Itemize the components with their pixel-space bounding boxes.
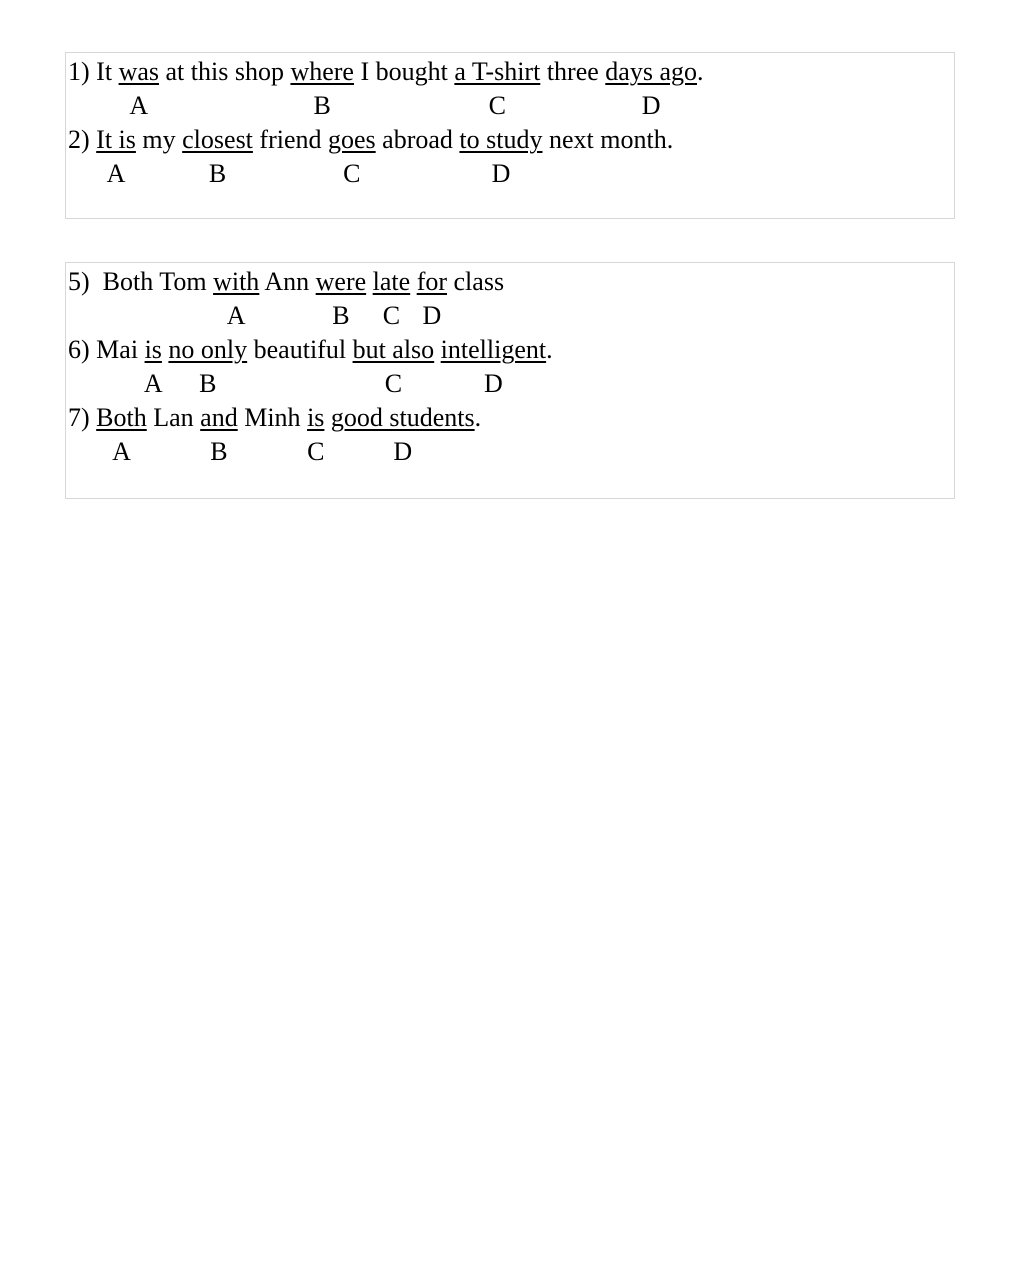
worksheet-page	[65, 52, 955, 499]
answer-label-c: C	[384, 369, 403, 398]
underlined-segment: and	[200, 403, 238, 432]
question-number: 6)	[68, 335, 90, 364]
question-5	[68, 265, 954, 333]
text-segment: my	[135, 125, 183, 154]
answer-labels-row	[68, 89, 954, 123]
text-segment: Lan	[146, 403, 201, 432]
text-segment: at this shop	[159, 57, 291, 86]
answer-label-a: A	[226, 301, 246, 330]
underlined-segment: a T-shirt	[454, 57, 541, 86]
text-segment: Minh	[237, 403, 308, 432]
question-box-1-2	[65, 52, 955, 219]
text-segment: friend	[252, 125, 328, 154]
answer-label-a: A	[143, 369, 163, 398]
answer-label-b: B	[332, 301, 350, 330]
text-segment: Mai	[89, 335, 145, 364]
answer-labels-row	[68, 367, 954, 401]
answer-labels-row	[68, 299, 954, 333]
text-segment: .	[546, 335, 553, 364]
underlined-segment: It is	[96, 125, 136, 154]
question-sentence	[68, 265, 954, 299]
answer-label-d: D	[422, 301, 442, 330]
answer-label-d: D	[483, 369, 503, 398]
underlined-segment: no only	[168, 335, 248, 364]
answer-label-b: B	[313, 91, 331, 120]
underlined-segment: days ago	[605, 57, 697, 86]
underlined-segment: is	[307, 403, 325, 432]
answer-label-b: B	[208, 159, 227, 188]
underlined-segment: goes	[328, 125, 376, 154]
text-segment: class	[447, 267, 505, 296]
question-number: 7)	[68, 403, 90, 432]
text-segment: Both Tom	[89, 267, 214, 296]
answer-label-b: B	[210, 437, 228, 466]
text-segment: .	[696, 57, 704, 86]
answer-label-a: A	[106, 159, 126, 188]
underlined-segment: with	[213, 267, 260, 296]
answer-label-c: C	[382, 301, 401, 330]
answer-label-d: D	[393, 437, 413, 466]
question-6	[68, 333, 954, 401]
question-box-5-7	[65, 262, 955, 499]
answer-label-c: C	[307, 437, 325, 466]
underlined-segment: Both	[96, 403, 147, 432]
question-sentence	[68, 55, 954, 89]
question-sentence	[68, 123, 954, 157]
underlined-segment: good students	[330, 403, 475, 432]
text-segment: beautiful	[247, 335, 353, 364]
question-7	[68, 401, 954, 469]
underlined-segment: was	[118, 57, 159, 86]
question-number: 1)	[68, 57, 90, 86]
underlined-segment: but also	[352, 335, 435, 364]
question-sentence	[68, 333, 954, 367]
text-segment: I bought	[353, 57, 455, 86]
answer-label-c: C	[488, 91, 506, 120]
question-number: 2)	[68, 125, 90, 154]
underlined-segment: where	[290, 57, 354, 86]
underlined-segment: to study	[459, 125, 543, 154]
underlined-segment: closest	[182, 125, 253, 154]
question-1	[68, 55, 954, 123]
answer-label-a: A	[112, 437, 131, 466]
answer-label-c: C	[343, 159, 361, 188]
text-segment: Ann	[259, 267, 316, 296]
question-number: 5)	[68, 267, 90, 296]
answer-label-d: D	[491, 159, 511, 188]
text-segment: next month.	[542, 125, 674, 154]
text-segment: three	[540, 57, 606, 86]
underlined-segment: for	[416, 267, 448, 296]
answer-label-d: D	[641, 91, 661, 120]
text-segment: It	[89, 57, 119, 86]
text-segment: .	[474, 403, 482, 432]
answer-label-b: B	[199, 369, 217, 398]
underlined-segment: were	[315, 267, 367, 296]
question-sentence	[68, 401, 954, 435]
answer-label-a: A	[129, 91, 149, 120]
question-2	[68, 123, 954, 191]
answer-labels-row	[68, 435, 954, 469]
underlined-segment: late	[372, 267, 411, 296]
text-segment: abroad	[375, 125, 460, 154]
answer-labels-row	[68, 157, 954, 191]
underlined-segment: intelligent	[440, 335, 547, 364]
underlined-segment: is	[144, 335, 162, 364]
